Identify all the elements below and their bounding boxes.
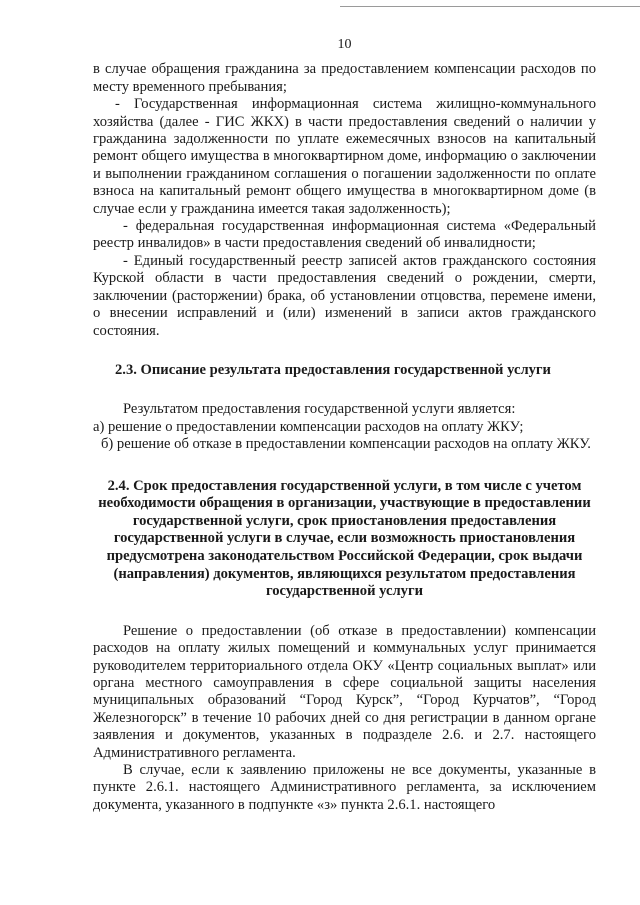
section-2-3-heading: 2.3. Описание результата предоставления государственной услуги (115, 361, 551, 378)
paragraph-incomplete-documents: В случае, если к заявлению приложены не все документы, указанные в пункте 2.6.1. настоящего Административного регламента, за исключением документа, указанного в подпункте «з» пункта 2.6.1. настоящего (93, 761, 596, 813)
paragraph-gis-zhkh: - Государственная информационная система жилищно-коммунального хозяйства (далее - ГИС ЖКХ) в части предоставления сведений о наличии у гражданина задолженности по уплате ежемесячных взносов на капитальный ремонт общего имущества в многоквартирном доме, информацию о заключении и выполнении гражданином соглашения о погашении задолженности по оплате взноса на капитальный ремонт общего имущества в многоквартирном доме (в случае если у гражданина имеется такая задолженность); (93, 96, 596, 217)
paragraph-decision-term: Решение о предоставлении (об отказе в предоставлении) компенсации расходов на оплату жилых помещений и коммунальных услуг принимается руководителем территориального отдела ОКУ «Центр социальных выплат» или органа местного самоуправления в сфере социальной защиты населения муниципальных образований “Город Курск”, “Город Курчатов”, “Город Железногорск” в течение 10 рабочих дней со дня регистрации в данном органе заявления и документов, указанных в подразделе 2.6. и 2.7. настоящего Административного регламента. (93, 622, 596, 761)
paragraph-disability-registry: - федеральная государственная информационная система «Федеральный реестр инвалидов» в части предоставления сведений об инвалидности; (93, 218, 596, 252)
paragraph-civil-registry: - Единый государственный реестр записей актов гражданского состояния Курской области в части предоставления сведений о рождении, смерти, заключении (расторжении) брака, об установлении отцовства, перемене имени, о внесении исправлений и (или) изменений в записи актов гражданского состояния. (93, 252, 596, 339)
result-item-b: б) решение об отказе в предоставлении компенсации расходов на оплату ЖКУ. (101, 436, 591, 453)
document-page (93, 36, 596, 814)
paragraph-temporary-stay: в случае обращения гражданина за предоставлением компенсации расходов по месту временного пребывания; (93, 61, 596, 95)
result-item-a: а) решение о предоставлении компенсации расходов на оплату ЖКУ; (93, 418, 524, 435)
top-rule (340, 6, 640, 7)
result-intro: Результатом предоставления государственной услуги является: (123, 401, 516, 418)
page-number: 10 (337, 37, 352, 52)
section-2-4-heading: 2.4. Срок предоставления государственной услуги, в том числе с учетом необходимости обращения в организации, участвующие в предоставлении государственной услуги, срок приостановления предоставления государственной услуги в случае, если возможность приостановления предусмотрена законодательством Российской Федерации, срок выдачи (направления) документов, являющихся результатом предоставления государственной услуги (98, 477, 591, 600)
